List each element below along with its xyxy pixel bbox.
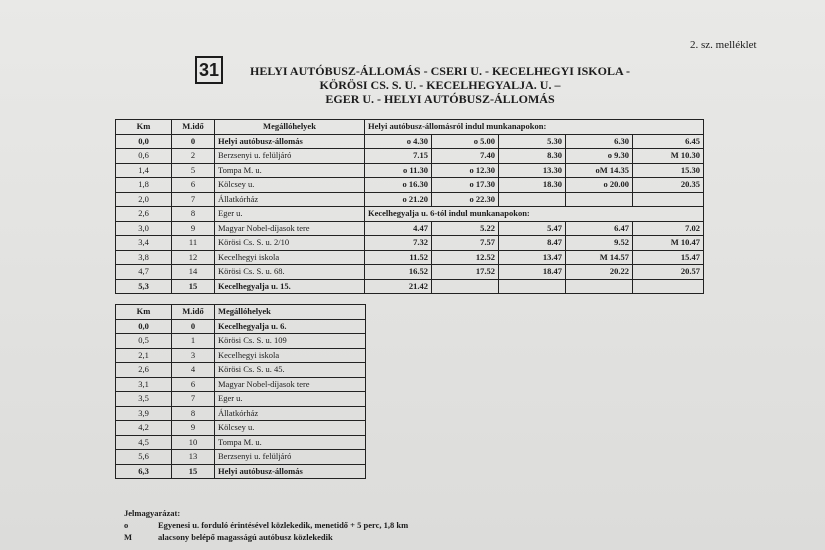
stop-cell: Körösi Cs. S. u. 2/10: [215, 236, 365, 251]
stop-cell: Helyi autóbusz-állomás: [215, 464, 366, 479]
km-cell: 0,5: [116, 334, 172, 349]
departure-time: 17.52: [432, 265, 499, 280]
mido-cell: 4: [172, 363, 215, 378]
mido-cell: 0: [172, 134, 215, 149]
table-row: [116, 178, 704, 193]
departure-time: 5.22: [432, 221, 499, 236]
table-row: [116, 435, 366, 450]
km-cell: 5,3: [116, 279, 172, 294]
legend: [124, 507, 408, 543]
mido-cell: 15: [172, 464, 215, 479]
mido-cell: 2: [172, 149, 215, 164]
header-mido: M.idő: [172, 305, 215, 320]
departure-time: oM 14.35: [566, 163, 633, 178]
departure-time: o 22.30: [432, 192, 499, 207]
departure-time: 20.35: [633, 178, 704, 193]
stop-cell: Eger u.: [215, 207, 365, 222]
mido-cell: 0: [172, 319, 215, 334]
header-km: Km: [116, 305, 172, 320]
departure-time: M 14.57: [566, 250, 633, 265]
table-row: [116, 221, 704, 236]
table-row: [116, 334, 366, 349]
departure-time: 6.45: [633, 134, 704, 149]
departure-time: o 16.30: [365, 178, 432, 193]
departure-time: 9.52: [566, 236, 633, 251]
mido-cell: 11: [172, 236, 215, 251]
header-mido: M.idő: [172, 120, 215, 135]
mido-cell: 8: [172, 406, 215, 421]
departure-time: 5.47: [499, 221, 566, 236]
table-row: [116, 363, 366, 378]
departure-time: 8.47: [499, 236, 566, 251]
departure-time: 4.47: [365, 221, 432, 236]
table-row: [116, 265, 704, 280]
departure-time: [633, 279, 704, 294]
km-cell: 3,5: [116, 392, 172, 407]
departure-time: o 11.30: [365, 163, 432, 178]
mido-cell: 1: [172, 334, 215, 349]
km-cell: 1,8: [116, 178, 172, 193]
departure-time: 8.30: [499, 149, 566, 164]
stop-cell: Tompa M. u.: [215, 163, 365, 178]
departure-time: 5.30: [499, 134, 566, 149]
mido-cell: 10: [172, 435, 215, 450]
table-row: [116, 377, 366, 392]
route-title-line3: EGER U. - HELYI AUTÓBUSZ-ÁLLOMÁS: [325, 92, 555, 106]
stop-cell: Helyi autóbusz-állomás: [215, 134, 365, 149]
mido-cell: 3: [172, 348, 215, 363]
departure-time: [432, 279, 499, 294]
mido-cell: 12: [172, 250, 215, 265]
legend-text: Egyenesi u. forduló érintésével közlekedik, menetidő + 5 perc, 1,8 km: [158, 520, 409, 530]
annex-label: 2. sz. melléklet: [690, 39, 757, 51]
km-cell: 1,4: [116, 163, 172, 178]
legend-item-o: [124, 519, 408, 531]
departure-time: 15.30: [633, 163, 704, 178]
mido-cell: 6: [172, 178, 215, 193]
departure-time: 6.30: [566, 134, 633, 149]
stop-cell: Állatkórház: [215, 406, 366, 421]
table-row: [116, 279, 704, 294]
departure-time: 20.22: [566, 265, 633, 280]
km-cell: 6,3: [116, 464, 172, 479]
table-row: [116, 149, 704, 164]
stop-cell: Kecelhegyalja u. 6.: [215, 319, 366, 334]
table-row: [116, 207, 704, 222]
km-cell: 4,7: [116, 265, 172, 280]
stop-cell: Kecelhegyi iskola: [215, 250, 365, 265]
km-cell: 0,0: [116, 134, 172, 149]
table-row: [116, 421, 366, 436]
km-cell: 0,6: [116, 149, 172, 164]
route-title-line2: KÖRÖSI CS. S. U. - KECELHEGYALJA. U. –: [319, 78, 561, 92]
km-cell: 4,2: [116, 421, 172, 436]
km-cell: 2,6: [116, 363, 172, 378]
departure-time: 7.02: [633, 221, 704, 236]
km-cell: 3,8: [116, 250, 172, 265]
stop-cell: Kecelhegyalja u. 15.: [215, 279, 365, 294]
departure-time: [633, 192, 704, 207]
departure-time: [566, 279, 633, 294]
mido-cell: 5: [172, 163, 215, 178]
km-cell: 2,1: [116, 348, 172, 363]
mido-cell: 9: [172, 221, 215, 236]
km-cell: 2,6: [116, 207, 172, 222]
departure-time: [566, 192, 633, 207]
departure-time: 7.40: [432, 149, 499, 164]
departure-time: M 10.30: [633, 149, 704, 164]
mido-cell: 7: [172, 392, 215, 407]
km-cell: 2,0: [116, 192, 172, 207]
table-row: [116, 134, 704, 149]
km-cell: 3,0: [116, 221, 172, 236]
stop-cell: Körösi Cs. S. u. 45.: [215, 363, 366, 378]
mido-cell: 8: [172, 207, 215, 222]
section-title: Helyi autóbusz-állomásról indul munkanapokon:: [365, 120, 704, 135]
route-number: 31: [195, 56, 223, 84]
legend-text: alacsony belépő magasságú autóbusz közlekedik: [158, 532, 333, 542]
stop-cell: Magyar Nobel-díjasok tere: [215, 377, 366, 392]
table-row: [116, 464, 366, 479]
departure-time: o 9.30: [566, 149, 633, 164]
km-cell: 3,1: [116, 377, 172, 392]
legend-symbol: M: [124, 532, 133, 542]
mido-cell: 9: [172, 421, 215, 436]
stop-cell: Berzsenyi u. felüljáró: [215, 149, 365, 164]
departure-time: 11.52: [365, 250, 432, 265]
departure-time: o 4.30: [365, 134, 432, 149]
departure-time: o 21.20: [365, 192, 432, 207]
legend-title: Jelmagyarázat:: [124, 508, 181, 518]
departure-time: M 10.47: [633, 236, 704, 251]
stop-cell: Tompa M. u.: [215, 435, 366, 450]
table-row: [116, 250, 704, 265]
stop-cell: Körösi Cs. S. u. 68.: [215, 265, 365, 280]
stop-cell: Berzsenyi u. felüljáró: [215, 450, 366, 465]
departure-time: [499, 279, 566, 294]
departure-time: o 12.30: [432, 163, 499, 178]
departure-time: o 20.00: [566, 178, 633, 193]
return-timetable: [115, 304, 366, 479]
table-row: [116, 392, 366, 407]
stop-cell: Magyar Nobel-díjasok tere: [215, 221, 365, 236]
departure-time: 13.30: [499, 163, 566, 178]
departure-time: [499, 192, 566, 207]
table-row: [116, 348, 366, 363]
departure-time: 7.15: [365, 149, 432, 164]
km-cell: 3,9: [116, 406, 172, 421]
departure-time: 13.47: [499, 250, 566, 265]
km-cell: 3,4: [116, 236, 172, 251]
departure-time: 12.52: [432, 250, 499, 265]
departure-time: 7.57: [432, 236, 499, 251]
outbound-timetable: [115, 119, 704, 294]
departure-time: 6.47: [566, 221, 633, 236]
stop-cell: Kölcsey u.: [215, 178, 365, 193]
table-row: [116, 450, 366, 465]
mido-cell: 14: [172, 265, 215, 280]
stop-cell: Kecelhegyi iskola: [215, 348, 366, 363]
mido-cell: 7: [172, 192, 215, 207]
stop-cell: Állatkórház: [215, 192, 365, 207]
section-title: Kecelhegyalja u. 6-tól indul munkanapokon:: [365, 207, 704, 222]
table-row: [116, 192, 704, 207]
route-title: [180, 64, 700, 106]
header-stops: Megállóhelyek: [215, 120, 365, 135]
km-cell: 0,0: [116, 319, 172, 334]
mido-cell: 15: [172, 279, 215, 294]
stop-cell: Körösi Cs. S. u. 109: [215, 334, 366, 349]
route-title-line1: HELYI AUTÓBUSZ-ÁLLOMÁS - CSERI U. - KECELHEGYI ISKOLA -: [250, 64, 630, 78]
header-stops: Megállóhelyek: [215, 305, 366, 320]
stop-cell: Kölcsey u.: [215, 421, 366, 436]
table-row: [116, 163, 704, 178]
mido-cell: 6: [172, 377, 215, 392]
legend-item-m: [124, 531, 408, 543]
departure-time: 18.47: [499, 265, 566, 280]
departure-time: 21.42: [365, 279, 432, 294]
legend-symbol: o: [124, 520, 129, 530]
departure-time: 7.32: [365, 236, 432, 251]
table-header-row: [116, 305, 366, 320]
table-row: [116, 406, 366, 421]
mido-cell: 13: [172, 450, 215, 465]
table-row: [116, 319, 366, 334]
departure-time: o 17.30: [432, 178, 499, 193]
stop-cell: Eger u.: [215, 392, 366, 407]
km-cell: 4,5: [116, 435, 172, 450]
table-header-row: [116, 120, 704, 135]
departure-time: 20.57: [633, 265, 704, 280]
table-row: [116, 236, 704, 251]
departure-time: 15.47: [633, 250, 704, 265]
km-cell: 5,6: [116, 450, 172, 465]
departure-time: 16.52: [365, 265, 432, 280]
departure-time: o 5.00: [432, 134, 499, 149]
departure-time: 18.30: [499, 178, 566, 193]
header-km: Km: [116, 120, 172, 135]
